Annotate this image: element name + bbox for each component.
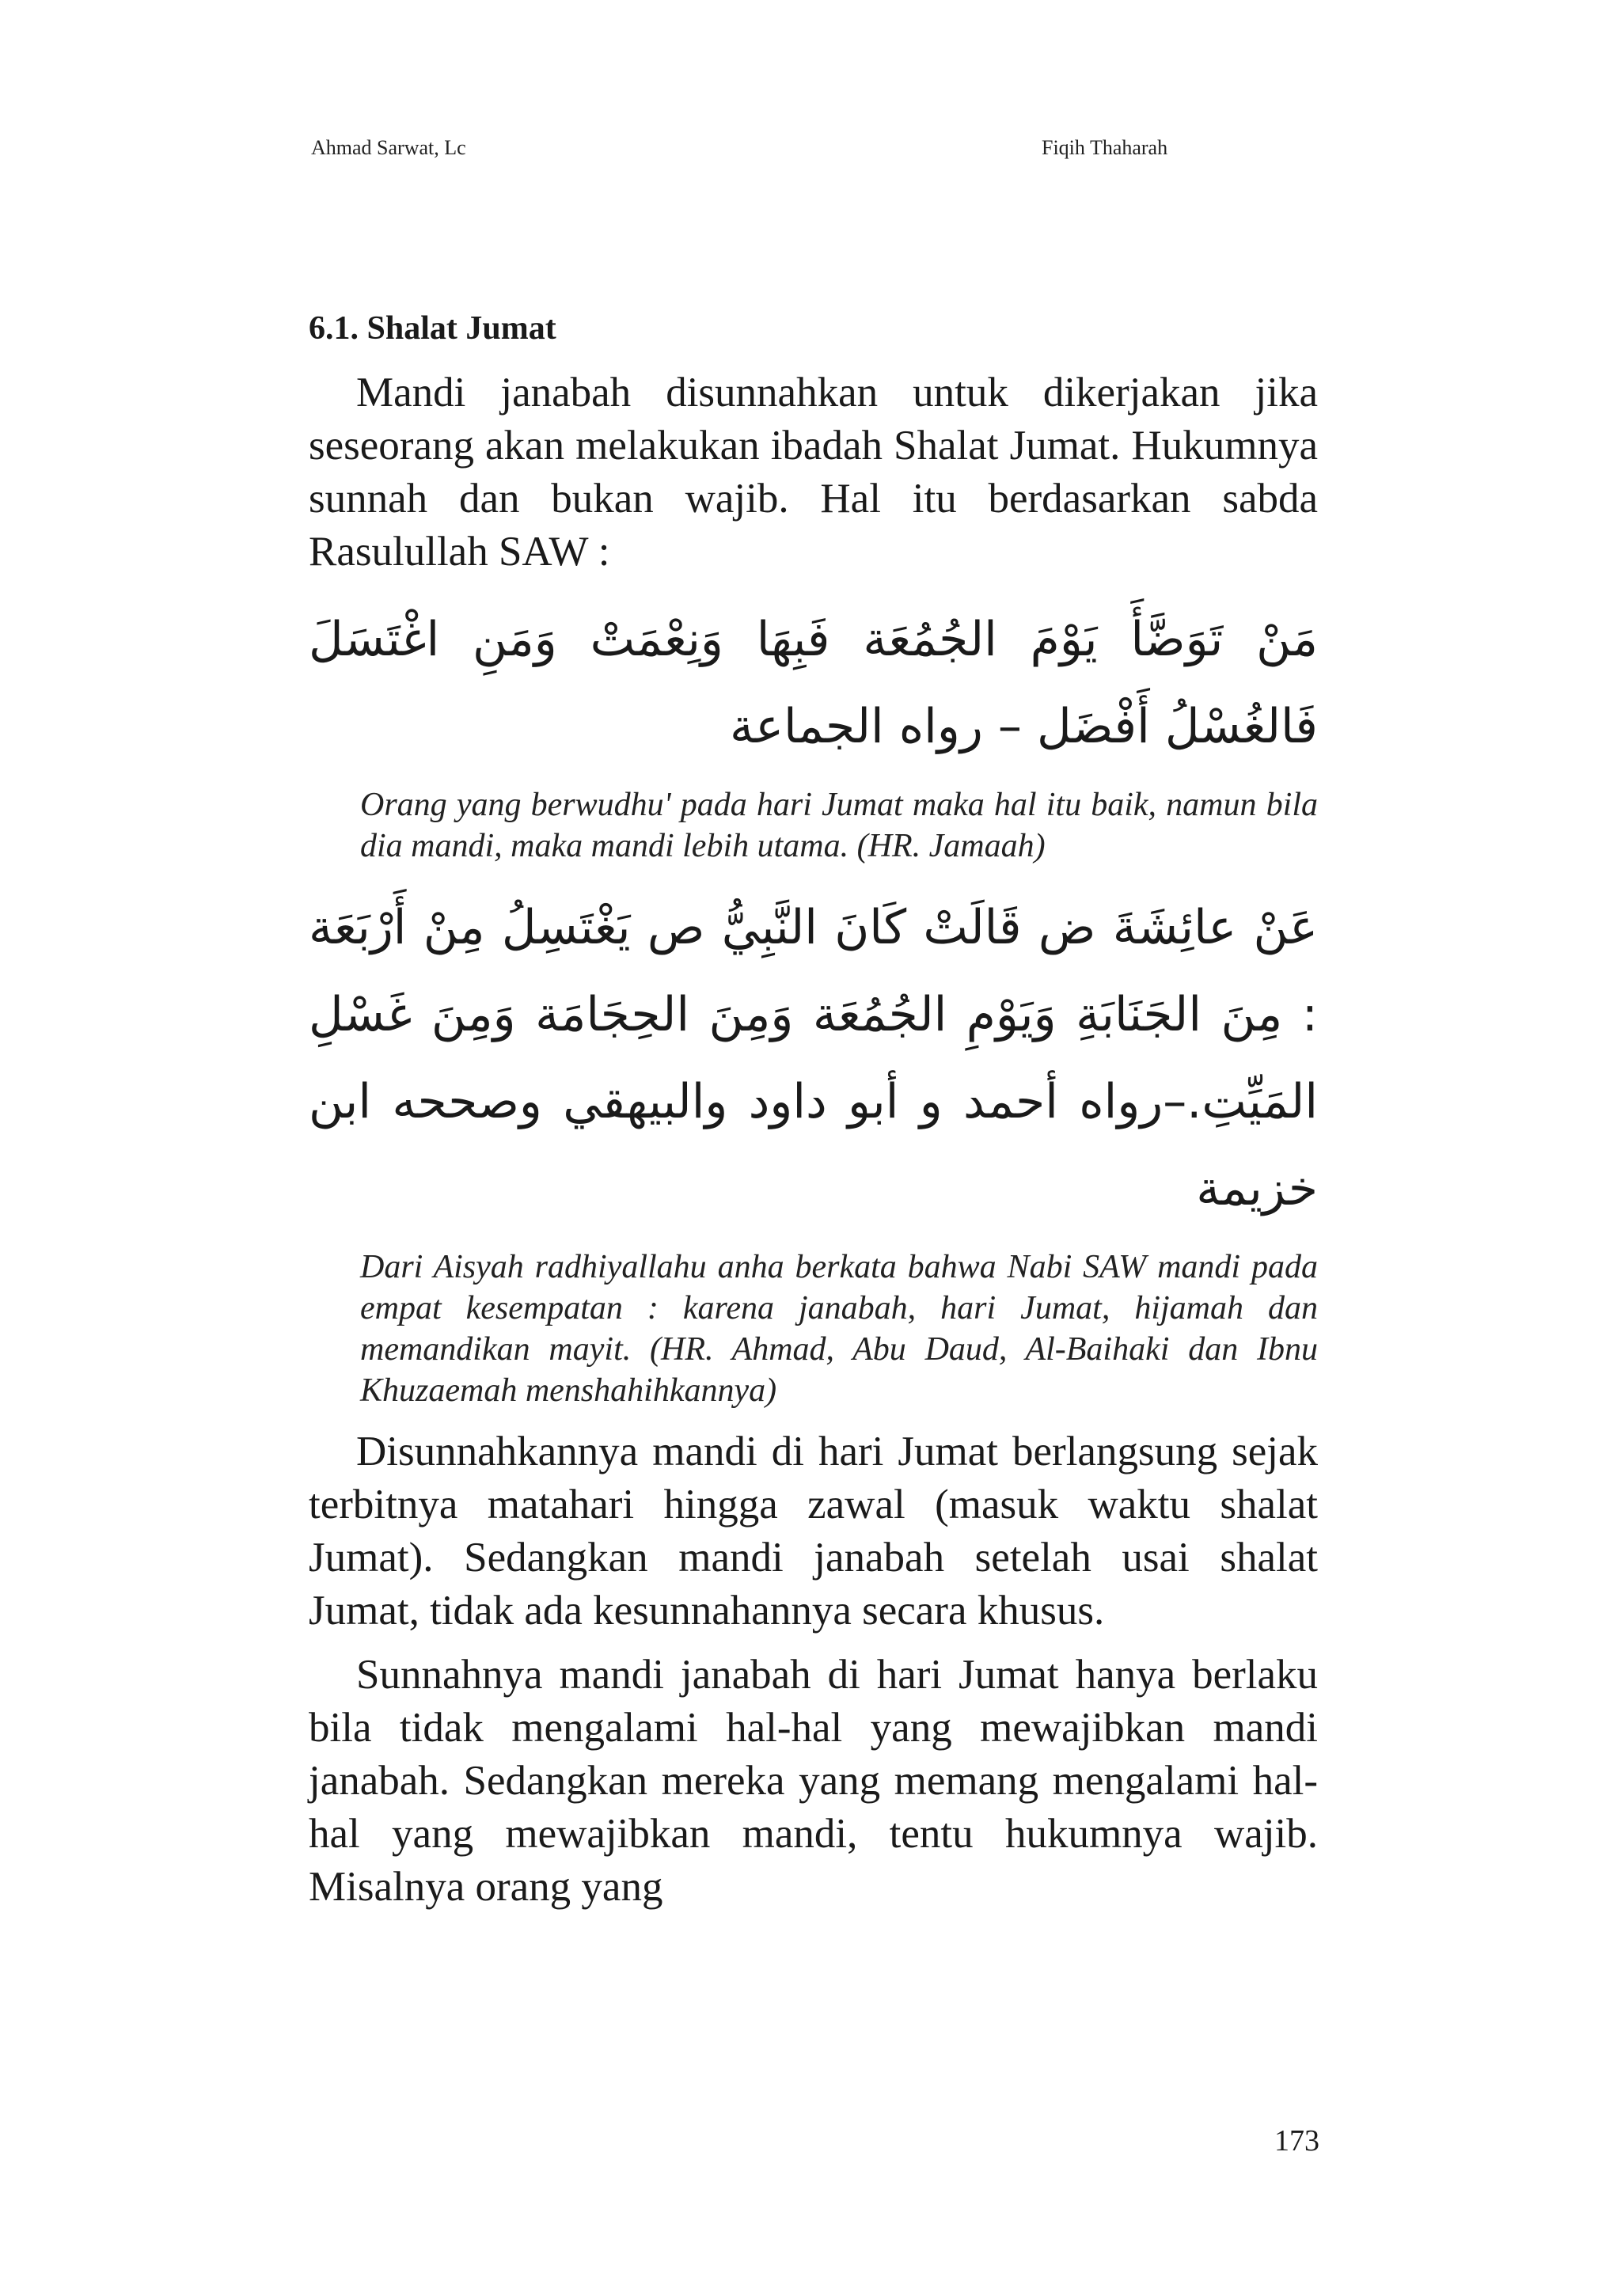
body-paragraph-1: Disunnahkannya mandi di hari Jumat berlangsung sejak terbitnya matahari hingga zawal (masuk waktu shalat Jumat). Sedangkan mandi janabah setelah usai shalat Jumat, tidak ada kesunnahannya secara khusus. bbox=[309, 1429, 1318, 1634]
running-header-title: Fiqih Thaharah bbox=[1042, 136, 1168, 159]
section-heading: 6.1. Shalat Jumat bbox=[309, 310, 556, 347]
hadith-2-arabic: عَنْ عائِشَةَ ض قَالَتْ كَانَ النَّبِيُّ ص يَغْتَسِلُ مِنْ أَرْبَعَة : مِنَ الجَنَابَةِ وَيَوْمِ الجُمُعَة وَمِنَ الحِجَامَة وَمِنَ غَسْلِ المَيِّتِ.–رواه أحمد و أبو داود والبيهقي وصححه ابن خزيمة bbox=[309, 900, 1318, 1216]
hadith-1-arabic: مَنْ تَوَضَّأَ يَوْمَ الجُمُعَة فَبِهَا وَنِعْمَتْ وَمَنِ اغْتَسَلَ فَالغُسْلُ أَفْضَل – رواه الجماعة bbox=[309, 612, 1318, 754]
hadith-2-translation: Dari Aisyah radhiyallahu anha berkata bahwa Nabi SAW mandi pada empat kesempatan : karena janabah, hari Jumat, hijamah dan memandikan mayit. (HR. Ahmad, Abu Daud, Al-Baihaki dan Ibnu Khuzaemah menshahihkannya) bbox=[360, 1249, 1318, 1409]
hadith-1-translation: Orang yang berwudhu' pada hari Jumat maka hal itu baik, namun bila dia mandi, maka mandi lebih utama. (HR. Jamaah) bbox=[360, 787, 1318, 864]
running-header-author: Ahmad Sarwat, Lc bbox=[311, 136, 466, 159]
intro-paragraph: Mandi janabah disunnahkan untuk dikerjakan jika seseorang akan melakukan ibadah Shalat Jumat. Hukumnya sunnah dan bukan wajib. Hal itu berdasarkan sabda Rasulullah SAW : bbox=[309, 370, 1318, 575]
page-number: 173 bbox=[1274, 2124, 1319, 2157]
page-body bbox=[309, 305, 1318, 1914]
body-paragraph-2: Sunnahnya mandi janabah di hari Jumat hanya berlaku bila tidak mengalami hal-hal yang mewajibkan mandi janabah. Sedangkan mereka yang memang mengalami hal-hal yang mewajibkan mandi, tentu hukumnya wajib. Misalnya orang yang bbox=[309, 1652, 1318, 1910]
